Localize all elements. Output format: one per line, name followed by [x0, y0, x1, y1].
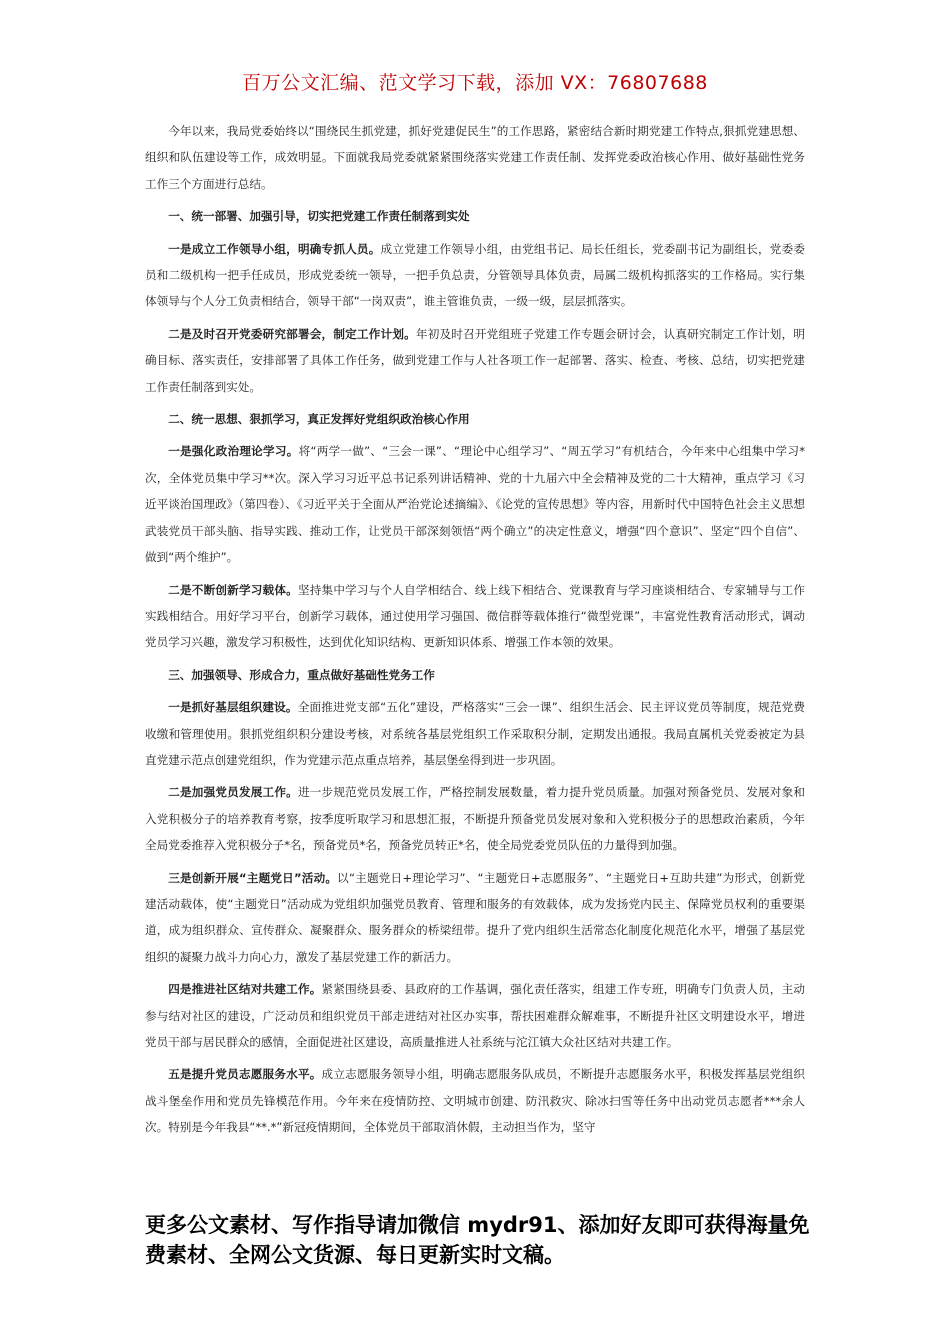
- paragraph-text: 成立志愿服务领导小组，明确志愿服务队成员，不断提升志愿服务水平，积极发挥基层党组织战斗堡垒作用和党员先锋模范作用。今年来在疫情防控、文明城市创建、防汛救灾、除冰扫雪等任务中出动党员志愿者***余人次。特别是今年我县“**.*”新冠疫情期间，全体党员干部取消休假，主动担当作为，坚守: [145, 1067, 805, 1135]
- paragraph-lead: 二是加强党员发展工作。: [168, 785, 298, 800]
- intro-paragraph: 今年以来，我局党委始终以“围绕民生抓党建，抓好党建促民生”的工作思路，紧密结合新时期党建工作特点,狠抓党建思想、组织和队伍建设等工作，成效明显。下面就我局党委就紧紧围绕落实党建工作责任制、发挥党委政治核心作用、做好基础性党务工作三个方面进行总结。: [145, 124, 805, 191]
- document-body: [145, 118, 805, 1147]
- paragraph: [145, 694, 805, 773]
- section-heading: 三、加强领导、形成合力，重点做好基础性党务工作: [168, 667, 435, 682]
- paragraph: [145, 321, 805, 400]
- paragraph-lead: 一是强化政治理论学习。: [168, 444, 299, 459]
- paragraph: [145, 779, 805, 858]
- paragraph-text: 坚持集中学习与个人自学相结合、线上线下相结合、党课教育与学习座谈相结合、专家辅导与工作实践相结合。用好学习平台，创新学习载体，通过使用学习强国、微信群等载体推行“微型党课”，丰富党性教育活动形式，调动党员学习兴趣，激发学习积极性，达到优化知识结构、更新知识体系、增强工作本领的效果。: [145, 582, 805, 650]
- paragraph: [145, 438, 805, 570]
- paragraph: [145, 865, 805, 971]
- paragraph: [145, 577, 805, 656]
- paragraph-lead: 三是创新开展“主题党日”活动。: [168, 870, 338, 885]
- footer-promo: 更多公文素材、写作指导请加微信 mydr91、添加好友即可获得海量免费素材、全网公文货源、每日更新实时文稿。: [145, 1213, 810, 1267]
- header-promo: 百万公文汇编、范文学习下载，添加 VX：76807688: [242, 72, 708, 94]
- paragraph: [145, 1061, 805, 1140]
- paragraph: [145, 236, 805, 315]
- paragraph-text: 紧紧围绕县委、县政府的工作基调，强化责任落实，组建工作专班，明确专门负责人员，主动参与结对社区的建设，广泛动员和组织党员干部走进结对社区办实事，帮扶困难群众解难事，不断提升社区文明建设水平，增进党员干部与居民群众的感情，全面促进社区建设，高质量推进人社系统与沱江镇大众社区结对共建工作。: [145, 982, 805, 1049]
- paragraph-lead: 五是提升党员志愿服务水平。: [168, 1067, 322, 1082]
- paragraph-lead: 四是推进社区结对共建工作。: [168, 982, 322, 997]
- paragraph-text: 将“两学一做”、“三会一课”、“理论中心组学习”、“周五学习”有机结合，今年来中心组集中学习*次，全体党员集中学习**次。深入学习习近平总书记系列讲话精神、党的十九届六中全会精神及党的二十大精神，重点学习《习近平谈治国理政》（第四卷）、《习近平关于全面从严治党论述摘编》、《论党的宣传思想》等内容，用新时代中国特色社会主义思想武装党员干部头脑、指导实践、推动工作，让党员干部深刻领悟“两个确立”的决定性意义，增强“四个意识”、坚定“四个自信”、做到“两个维护”。: [145, 444, 805, 565]
- paragraph-lead: 一是抓好基层组织建设。: [168, 700, 298, 715]
- paragraph-text: 成立党建工作领导小组，由党组书记、局长任组长，党委副书记为副组长，党委委员和二级机构一把手任成员，形成党委统一领导，一把手负总责，分管领导具体负责，局属二级机构抓落实的工作格局。实行集体领导与个人分工负责相结合，领导干部“一岗双责”，谁主管谁负责，一级一级，层层抓落实。: [145, 241, 805, 309]
- paragraph-lead: 二是及时召开党委研究部署会，制定工作计划。: [168, 326, 416, 341]
- paragraph: [145, 976, 805, 1055]
- paragraph-text: 进一步规范党员发展工作，严格控制发展数量，着力提升党员质量。加强对预备党员、发展对象和入党积极分子的培养教育考察，按季度听取学习和思想汇报，不断提升预备党员发展对象和入党积极分子的思想政治素质，今年全局党委推荐入党积极分子*名，预备党员*名，预备党员转正*名，使全局党委党员队伍的力量得到加强。: [145, 785, 805, 853]
- paragraph-lead: 二是不断创新学习载体。: [168, 582, 298, 597]
- paragraph-lead: 一是成立工作领导小组，明确专抓人员。: [168, 241, 381, 256]
- section-heading: 二、统一思想、狠抓学习，真正发挥好党组织政治核心作用: [168, 412, 470, 427]
- paragraph-text: 以“主题党日+理论学习”、“主题党日+志愿服务”、“主题党日+互助共建”为形式，创新党建活动载体，使“主题党日”活动成为党组织加强党员教育、管理和服务的有效载体，成为发扬党内民主、保障党员权利的重要渠道，成为组织群众、宣传群众、凝聚群众、服务群众的桥梁纽带。提升了党内组织生活常态化制度化规范化水平，增强了基层党组织的凝聚力战斗力向心力，激发了基层党建工作的新活力。: [145, 870, 805, 964]
- paragraph-text: 全面推进党支部“五化”建设，严格落实“三会一课”、组织生活会、民主评议党员等制度，规范党费收缴和管理使用。狠抓党组织积分建设考核，对系统各基层党组织工作采取积分制，定期发出通报。我局直属机关党委被定为县直党建示范点创建党组织，作为党建示范点重点培养，基层堡垒得到进一步巩固。: [145, 700, 805, 767]
- section-heading: 一、统一部署、加强引导，切实把党建工作责任制落到实处: [168, 209, 470, 224]
- paragraph-text: 年初及时召开党组班子党建工作专题会研讨会，认真研究制定工作计划，明确目标、落实责任，安排部署了具体工作任务，做到党建工作与人社各项工作一起部署、落实、检查、考核、总结，切实把党建工作责任制落到实处。: [145, 326, 805, 394]
